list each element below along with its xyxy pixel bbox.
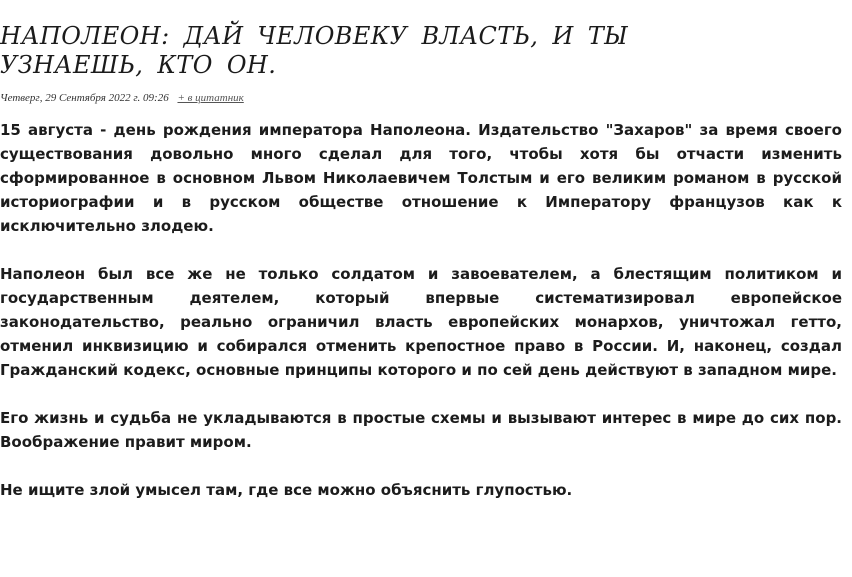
post-date: Четверг, 29 Сентября 2022 г. 09:26 xyxy=(0,92,169,104)
post-paragraph: Не ищите злой умысел там, где все можно объяснить глупостью. xyxy=(0,481,573,499)
post-content xyxy=(0,118,842,502)
add-to-quotes-link[interactable]: + в цитатник xyxy=(177,92,244,104)
post-paragraph: 15 августа - день рождения императора Наполеона. Издательство "Захаров" за время своего существования довольно много сделал для того, чтобы хотя бы отчасти изменить сформированное в основном Львом Николаевичем Толстым и его великим романом в русской историографии и в русском обществе отношение к Императору французов как к исключительно злодею. xyxy=(0,121,842,235)
post-paragraph: Его жизнь и судьба не укладываются в простые схемы и вызывают интерес в мире до сих пор. Воображение правит миром. xyxy=(0,409,842,451)
post-meta xyxy=(0,92,244,104)
post-title: НАПОЛЕОН: ДАЙ ЧЕЛОВЕКУ ВЛАСТЬ, И ТЫ УЗНАЕШЬ, КТО ОН. xyxy=(0,22,629,79)
post-paragraph: Наполеон был все же не только солдатом и завоевателем, а блестящим политиком и государственным деятелем, который впервые систематизировал европейское законодательство, реально ограничил власть европейских монархов, уничтожал гетто, отменил инквизицию и собирался отменить крепостное право в России. И, наконец, создал Гражданский кодекс, основные принципы которого и по сей день действуют в западном мире. xyxy=(0,265,842,379)
